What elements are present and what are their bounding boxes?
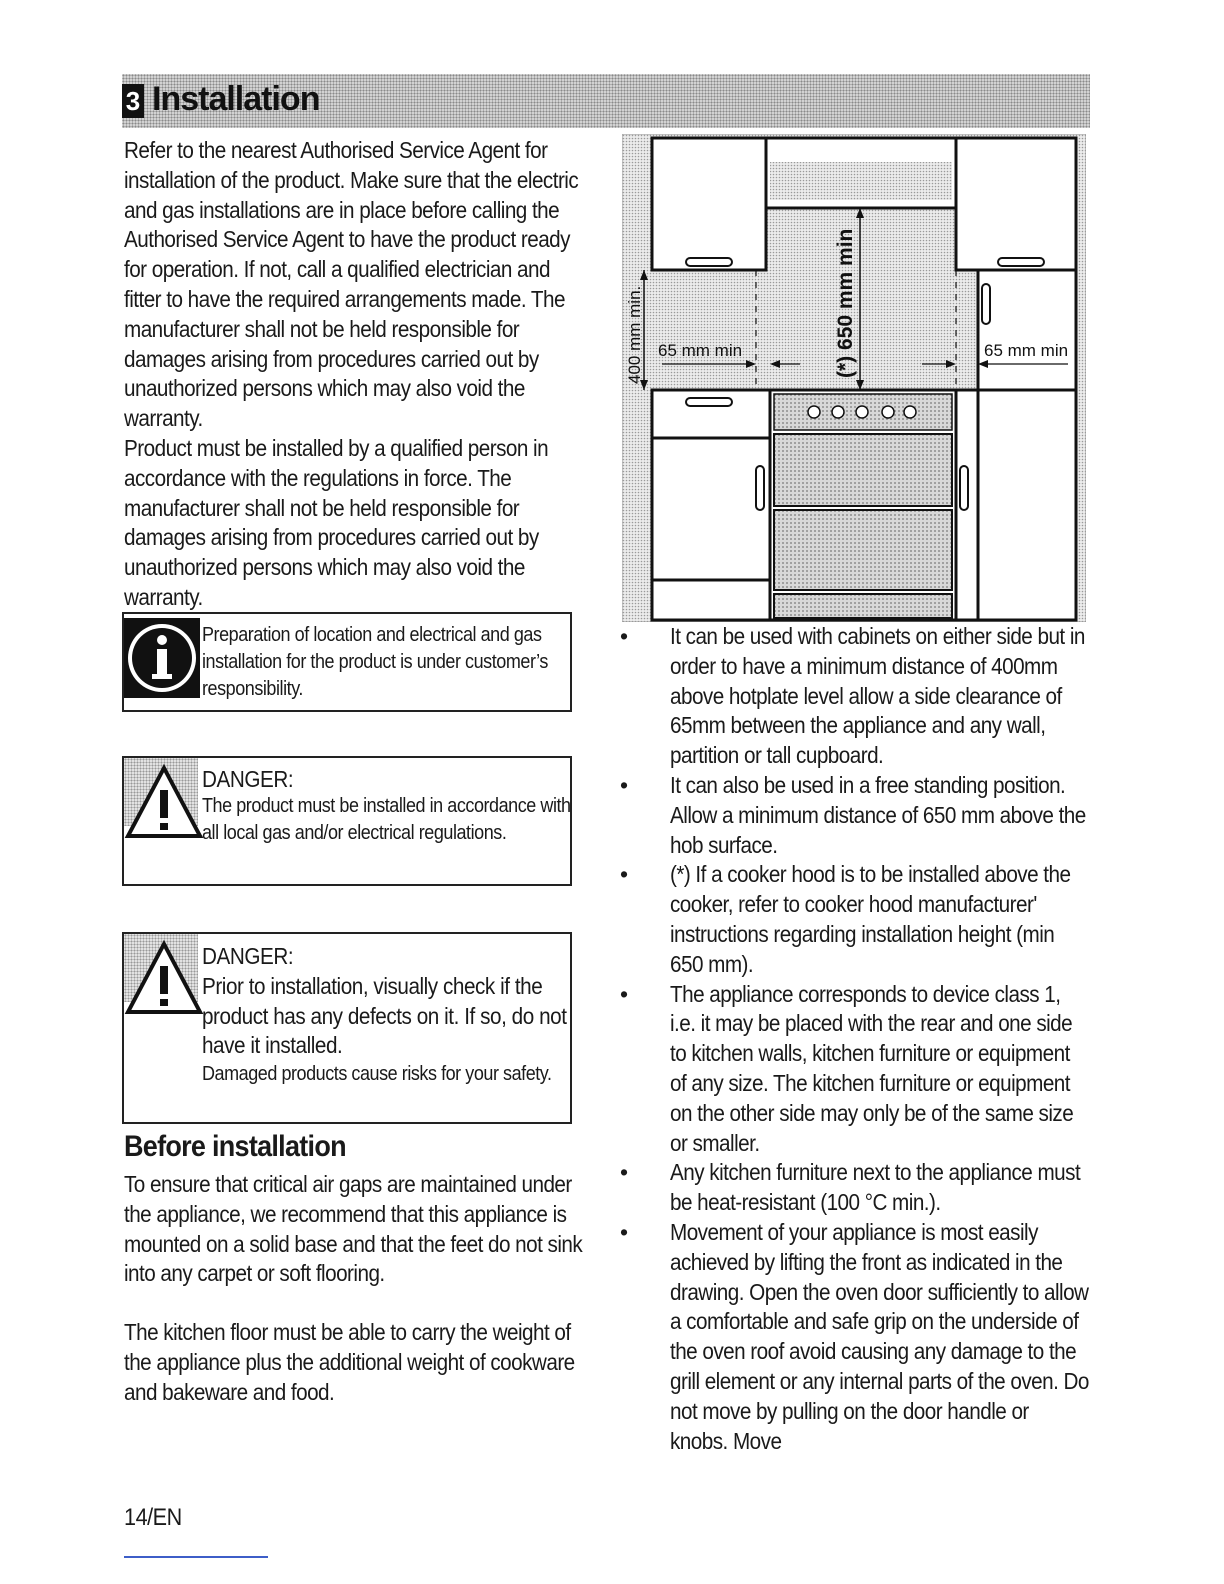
dimension-label-65-right: 65 mm min	[984, 341, 1069, 360]
footer-rule	[124, 1556, 268, 1558]
danger-text-1: The product must be installed in accordance with all local gas and/or electrical regulations.	[202, 795, 571, 844]
danger-box-1	[122, 756, 572, 886]
bullet-marker: •	[620, 1218, 628, 1245]
before-installation-paragraph-2: The kitchen floor must be able to carry the weight of the appliance plus the additional weight of cookware and bakeware and food.	[124, 1319, 575, 1405]
installation-notes-list	[620, 622, 1100, 1456]
list-item: • Any kitchen furniture next to the appliance must be heat-resistant (100 °C min.).	[620, 1159, 1081, 1216]
info-icon	[124, 618, 200, 698]
installation-clearance-diagram	[622, 134, 1086, 622]
upper-oven-door	[774, 434, 952, 506]
warning-triangle-icon	[124, 938, 204, 1018]
cabinet-handle	[960, 466, 968, 510]
before-installation-heading: Before installation	[124, 1130, 346, 1163]
bullet-marker: •	[620, 1159, 628, 1186]
section-header	[122, 74, 1090, 128]
cabinet-handle	[756, 466, 764, 510]
list-item: • It can also be used in a free standing position. Allow a minimum distance of 650 mm above the hob surface.	[620, 771, 1086, 858]
danger-subtext-2: Damaged products cause risks for your safety.	[202, 1063, 552, 1086]
intro-paragraph-1: Refer to the nearest Authorised Service Agent for installation of the product. Make sure that the electric and gas installations are in place before calling the Authorised Service Agent to have the product ready for operation. If not, call a qualified electrician and fitter to have the required arrangements made. The manufacturer shall not be held responsible for damages arising from procedures carried out by unauthorized persons which may also void the warranty.	[124, 137, 579, 432]
danger-title-1: DANGER:	[202, 766, 294, 792]
danger-title-2: DANGER:	[202, 943, 294, 969]
intro-paragraph-2: Product must be installed by a qualified person in accordance with the regulations in force. The manufacturer shall not be held responsible for damages arising from procedures carried out by unauthorized persons which may also void the warranty.	[124, 435, 549, 610]
lower-oven-door	[774, 510, 952, 590]
upper-left-cabinet	[652, 138, 766, 270]
page-number: 14/EN	[124, 1504, 182, 1531]
lower-left-cabinet	[652, 390, 770, 620]
bullet-marker: •	[620, 980, 628, 1007]
info-note-box	[122, 612, 572, 712]
before-installation-paragraph-1: To ensure that critical air gaps are maintained under the appliance, we recommend that this appliance is mounted on a solid base and that the feet do not sink into any carpet or soft flooring.	[124, 1171, 583, 1287]
cabinet-handle	[686, 258, 732, 266]
danger-box-2	[122, 932, 572, 1124]
tall-cupboard	[978, 270, 1076, 620]
bullet-marker: •	[620, 771, 628, 798]
info-note-text: Preparation of location and electrical and gas installation for the product is under customer’s responsibility.	[202, 624, 548, 700]
dimension-label-65-left: 65 mm min	[658, 341, 743, 360]
bullet-marker: •	[620, 623, 628, 649]
cupboard-handle	[982, 284, 990, 324]
chapter-number: 3	[122, 84, 144, 118]
list-item: • It can be used with cabinets on either side but in order to have a minimum distance of 400mm above hotplate level allow a side clearance of 65mm between the appliance and any wall, partition or tall cupboard.	[620, 623, 1085, 769]
cabinet-handle	[998, 258, 1044, 266]
list-item: • (*) If a cooker hood is to be installed above the cooker, refer to cooker hood manufacturer' instructions regarding installation height (min 650 mm).	[620, 861, 1071, 977]
dimension-label-400: 400 mm min.	[625, 285, 644, 384]
bullet-marker: •	[620, 861, 628, 888]
warning-triangle-icon	[124, 762, 204, 842]
section-title: Installation	[152, 80, 320, 118]
list-item: • Movement of your appliance is most easily achieved by lifting the front as indicated in the drawing. Open the oven door sufficiently to allow a comfortable and safe grip on the underside of the oven roof avoid causing any damage to the grill element or any internal parts of the oven. Do not move by pulling on the door handle or knobs. Move	[620, 1218, 1089, 1454]
storage-drawer	[774, 594, 952, 618]
dimension-label-650: (*) 650 mm min	[834, 228, 857, 378]
danger-text-2: Prior to installation, visually check if the product has any defects on it. If so, do not have it installed.	[202, 972, 567, 1059]
drawer-handle	[686, 398, 732, 406]
upper-right-cabinet	[956, 138, 1076, 270]
list-item: • The appliance corresponds to device class 1, i.e. it may be placed with the rear and one side to kitchen walls, kitchen furniture or equipment of any size. The kitchen furniture or equipment on the other side may only be of the same size or smaller.	[620, 980, 1074, 1156]
